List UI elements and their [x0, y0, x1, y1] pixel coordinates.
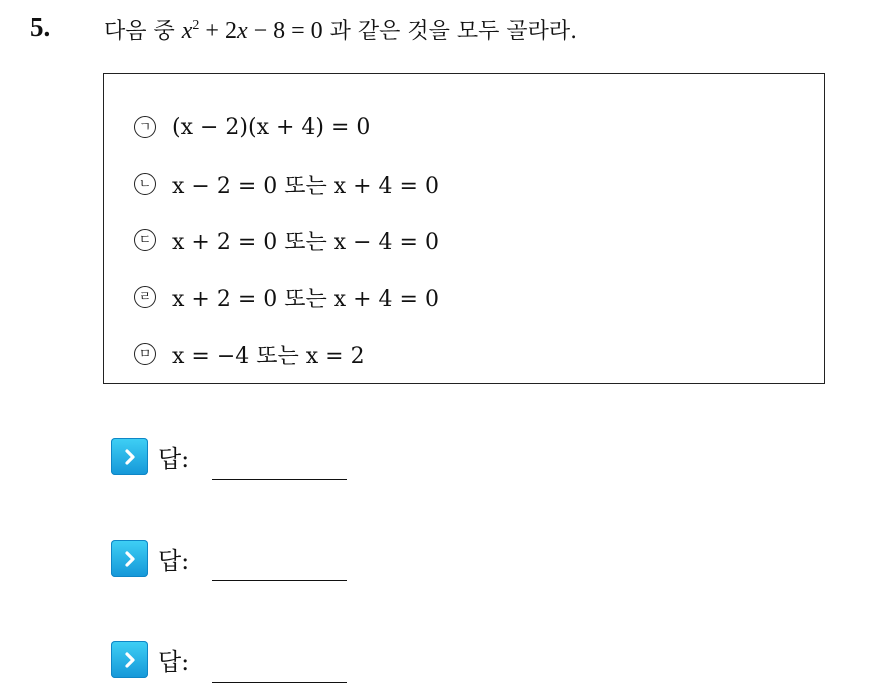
chevron-right-icon — [111, 438, 148, 475]
choice-item — [134, 339, 365, 369]
chevron-right-icon — [111, 540, 148, 577]
stem-text-before: 다음 중 — [104, 19, 182, 44]
answer-label: 답: — [158, 648, 190, 676]
question-stem — [104, 14, 577, 45]
choice-marker: ㄷ — [134, 229, 156, 251]
choice-item — [134, 225, 439, 255]
choice-expression: x − 2 = 0 또는 x + 4 = 0 — [172, 173, 439, 199]
choice-expression: x + 2 = 0 또는 x + 4 = 0 — [172, 286, 439, 312]
choice-item — [134, 169, 439, 199]
choice-marker: ㄱ — [134, 116, 156, 138]
choice-item — [134, 282, 439, 312]
chevron-right-icon — [111, 641, 148, 678]
choice-marker: ㅁ — [134, 343, 156, 365]
answer-blank[interactable] — [212, 580, 347, 581]
answer-row — [111, 641, 189, 678]
answer-blank[interactable] — [212, 682, 347, 683]
question-number: 5. — [30, 12, 51, 42]
choice-expression: x + 2 = 0 또는 x − 4 = 0 — [172, 229, 439, 255]
answer-row — [111, 540, 189, 577]
choice-item — [134, 112, 370, 142]
answer-label: 답: — [158, 547, 190, 575]
answer-row — [111, 438, 189, 475]
choice-marker: ㄹ — [134, 286, 156, 308]
stem-text-after: 과 같은 것을 모두 골라라. — [322, 19, 578, 44]
answer-blank[interactable] — [212, 479, 347, 480]
choice-marker: ㄴ — [134, 173, 156, 195]
choice-expression: (x − 2)(x + 4) = 0 — [172, 114, 371, 140]
stem-equation: $x^2 + 2x - 8 = 0$ — [181, 18, 323, 44]
choice-box — [103, 73, 825, 384]
answer-label: 답: — [158, 445, 190, 473]
choice-expression: x = −4 또는 x = 2 — [172, 343, 365, 369]
